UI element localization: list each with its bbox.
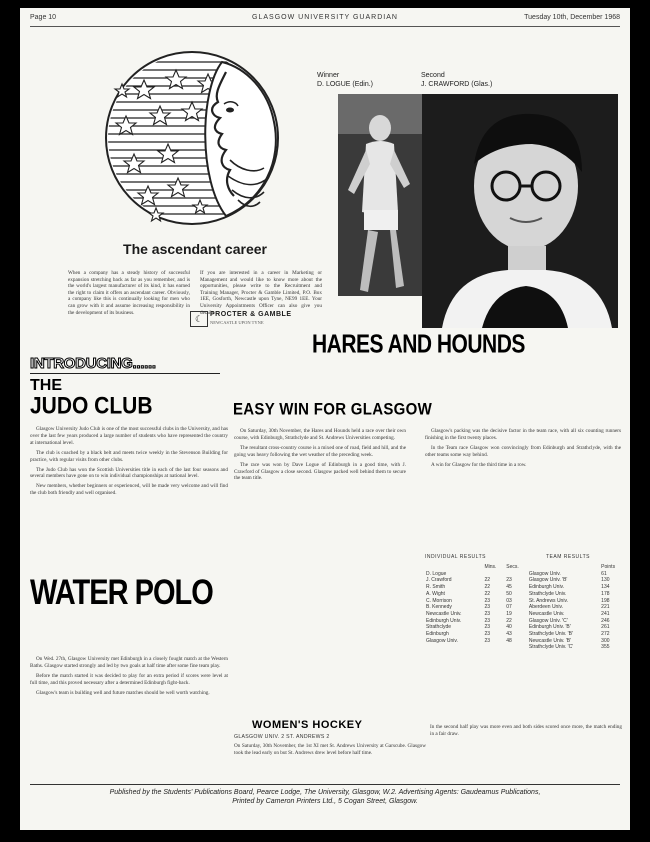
moon-and-stars-logo: [104, 50, 280, 226]
paper-name: GLASGOW UNIVERSITY GUARDIAN: [252, 14, 398, 21]
page-header: [30, 12, 620, 27]
table-row: [425, 638, 625, 645]
procter-gamble-logo: [190, 311, 310, 323]
mins-header: Mins.: [484, 564, 497, 570]
team-name: Edinburgh Univ.: [528, 584, 565, 591]
points: 178: [601, 590, 610, 597]
secs: 48: [506, 637, 512, 644]
advert-body-right: If you are interested in a career in Marketing or Management and would like to know more about the opportunities, please write to the Recruitment and Training Manager, Procter & Gamble Limited, P.O. Box 1EE, Gosforth, Newcastle upon Tyne, NE99 1EE. Your University Appointments Officer can also give you details.: [200, 270, 322, 316]
winner-caption: [317, 71, 373, 89]
points: 198: [601, 597, 610, 604]
womens-hockey-score: GLASGOW UNIV. 2 ST. ANDREWS 2: [234, 734, 330, 740]
individual-results-heading: INDIVIDUAL RESULTS: [425, 554, 486, 560]
water-polo-paragraph: On Wed. 27th, Glasgow University met Edinburgh in a closely fought match at the Western Baths. Glasgow started strongly and led by two goals at half time after some fine team play.: [30, 656, 228, 669]
newspaper-page: [20, 8, 630, 830]
runner-name: B. Kennedy: [426, 604, 452, 611]
secs-header: Secs.: [506, 564, 519, 570]
womens-hockey-title: WOMEN'S HOCKEY: [252, 719, 363, 731]
results-header-row: [425, 564, 625, 571]
womens-hockey-column-1: On Saturday, 30th November, the 1st XI met St. Andrews University at Garscube. Glasgow took the lead early on but St. Andrews drew level before half time.: [234, 743, 426, 756]
runner-name: Strathclyde: [426, 624, 452, 631]
judo-article: [30, 426, 228, 566]
mins: 22: [484, 577, 491, 584]
easy-win-paragraph: Glasgow's packing was the decisive factor in the team race, with all six counting runners finishing in the first twenty places.: [425, 428, 621, 441]
secs: 40: [506, 624, 512, 631]
publisher-footer: [30, 784, 620, 806]
winner-label: Winner: [317, 72, 340, 79]
points-header: Points: [601, 564, 616, 570]
team-name: Aberdeen Univ.: [528, 604, 563, 611]
secs: 50: [506, 590, 512, 597]
water-polo-paragraph: Before the match started it was decided to play for an extra period if scores were level at full time, and this proved necessary after a determined Edinburgh fight-back.: [30, 672, 228, 686]
second-caption: [421, 71, 492, 89]
table-row: [425, 604, 625, 611]
water-polo-title: WATER POLO: [30, 574, 213, 613]
table-row: [425, 591, 625, 598]
easy-win-column-1: [234, 428, 406, 714]
table-row: [425, 644, 625, 651]
easy-win-paragraph: A win for Glasgow for the third time in a row.: [431, 461, 527, 468]
second-photo: [422, 94, 618, 328]
secs: 07: [506, 604, 512, 611]
easy-win-paragraph: The resultant cross-country course is a mixed one of road, field and hill, and the going was heavy following the wet weather of the preceding week.: [234, 444, 406, 458]
second-name: J. CRAWFORD (Glas.): [421, 81, 493, 88]
points: 261: [601, 624, 610, 631]
judo-paragraph: New members, whether beginners or experienced, will be made very welcome and will find the club both friendly and well organised.: [30, 483, 228, 497]
runner-name: R. Smith: [426, 584, 446, 591]
points: 130: [601, 577, 610, 584]
pg-mark-icon: ☾: [190, 311, 208, 327]
easy-win-paragraph: The race was won by Dave Logue of Edinburgh in a good time, with J. Crawford of Glasgow a close second. Glasgow packed well behind them to secure the team title.: [234, 461, 406, 482]
secs: [505, 644, 528, 651]
secs: 19: [506, 610, 512, 617]
points: 241: [601, 610, 610, 617]
pg-logo-name: PROCTER & GAMBLE: [210, 311, 292, 318]
runner-name: Glasgow Univ.: [426, 637, 458, 644]
procter-gamble-advert: [68, 44, 322, 344]
table-row: [425, 571, 625, 578]
crescent-moon-face: [205, 62, 276, 216]
introducing-banner: INTRODUCING......: [30, 355, 220, 374]
advert-body-left: When a company has a steady history of successful expansion stretching back as far as you remember, and is the world's largest manufacturer of its kind, it has earned the right to claim it offers an ascendant career. Obviously, a company like this is continually looking for men who can grow with it and assume increasing responsibility in the development of its business.: [68, 270, 190, 316]
mins: 22: [484, 584, 491, 591]
table-row: [425, 624, 625, 631]
judo-title-line2: JUDO CLUB: [30, 393, 153, 420]
table-row: [425, 631, 625, 638]
winner-name: D. LOGUE (Edin.): [317, 81, 374, 88]
team-name: Strathclyde Univ. 'C': [528, 644, 574, 651]
easy-win-headline: EASY WIN FOR GLASGOW: [233, 400, 433, 419]
team-name: Newcastle Univ.: [528, 610, 565, 617]
judo-paragraph: Glasgow University Judo Club is one of the most successful clubs in the University, and has over the last few years produced a large number of students who have represented the country at international level.: [30, 426, 228, 446]
water-polo-paragraph: Glasgow's team is building well and future matches should be well worth watching.: [36, 689, 210, 696]
easy-win-paragraph: On Saturday, 30th November, the Hares and Hounds held a race over their own course, with Edinburgh, Strathclyde and St. Andrews Universities competing.: [234, 428, 406, 441]
team-name: St. Andrews Univ.: [528, 597, 568, 604]
mins: 23: [484, 631, 491, 638]
secs: 22: [506, 617, 512, 624]
points: 221: [601, 604, 610, 611]
team-name: Glasgow Univ. 'C': [528, 617, 568, 624]
easy-win-column-2: [425, 428, 621, 550]
hares-and-hounds-title: HARES AND HOUNDS: [312, 330, 525, 359]
runner-name: D. Logue: [426, 570, 447, 577]
water-polo-article: [30, 656, 228, 776]
runner-name: J. Crawford: [426, 577, 452, 584]
mins: 23: [484, 604, 491, 611]
mins: 22: [484, 590, 491, 597]
runner-name: C. Morrison: [426, 597, 452, 604]
mins: [483, 571, 505, 578]
team-results-heading: TEAM RESULTS: [546, 554, 590, 560]
judo-paragraph: The Judo Club has won the Scottish Universities title in each of the last four seasons and several members have gone on to win individual championships at national level.: [30, 466, 228, 480]
advert-headline: The ascendant career: [123, 241, 267, 257]
team-name: Glasgow Univ.: [528, 570, 561, 577]
judo-title-line1: THE: [30, 377, 62, 394]
mins: [483, 644, 505, 651]
table-row: [425, 611, 625, 618]
runner-name: [425, 644, 483, 651]
runner-name: Edinburgh: [426, 631, 449, 638]
team-name: Newcastle Univ. 'B': [528, 637, 571, 644]
team-name: Glasgow Univ. 'B': [528, 577, 568, 584]
runner-name: Edinburgh Univ.: [426, 617, 462, 624]
secs: 23: [506, 577, 512, 584]
table-row: [425, 598, 625, 605]
footer-line-1: Published by the Students' Publications Board, Pearce Lodge, The University, Glasgow, W.2. Advertising Agents: Gaudeamus Publications,: [109, 789, 541, 796]
pg-logo-location: NEWCASTLE UPON TYNE: [210, 320, 264, 325]
table-row: [425, 618, 625, 625]
team-name: Strathclyde Univ.: [528, 590, 567, 597]
footer-line-2: Printed by Cameron Printers Ltd., 5 Cogan Street, Glasgow.: [232, 798, 418, 805]
table-row: [425, 584, 625, 591]
second-label: Second: [421, 72, 445, 79]
winner-photo: [338, 94, 422, 296]
mins: 23: [484, 597, 491, 604]
points: 61: [601, 570, 607, 577]
points: 272: [601, 631, 610, 638]
points: 355: [601, 644, 610, 651]
issue-date: Tuesday 10th, December 1968: [524, 14, 620, 21]
womens-hockey-column-2: In the second half play was more even and both sides scored once more, the match ending in a fair draw.: [430, 724, 622, 737]
runner-name: Newcastle Univ.: [426, 610, 462, 617]
table-row: [425, 577, 625, 584]
secs: 45: [506, 584, 512, 591]
results-table: [425, 564, 625, 651]
page-number: Page 10: [30, 14, 57, 21]
points: 300: [601, 637, 610, 644]
mins: 23: [484, 610, 491, 617]
points: 246: [601, 617, 610, 624]
mins: 23: [484, 637, 491, 644]
mins: 23: [484, 624, 491, 631]
secs: 03: [506, 597, 512, 604]
mins: 23: [484, 617, 491, 624]
team-name: Strathclyde Univ. 'B': [528, 631, 573, 638]
points: 134: [601, 584, 610, 591]
secs: 43: [506, 631, 512, 638]
judo-paragraph: The club is coached by a black belt and meets twice weekly in the Stevenson Building for practice, with regular visits from other clubs.: [30, 449, 228, 463]
runner-name: A. Wight: [426, 590, 445, 597]
easy-win-paragraph: In the Team race Glasgow won convincingly from Edinburgh and Strathclyde, with the other teams some way behind.: [425, 444, 621, 458]
team-name: Edinburgh Univ. 'B': [528, 624, 571, 631]
secs: [505, 571, 528, 578]
